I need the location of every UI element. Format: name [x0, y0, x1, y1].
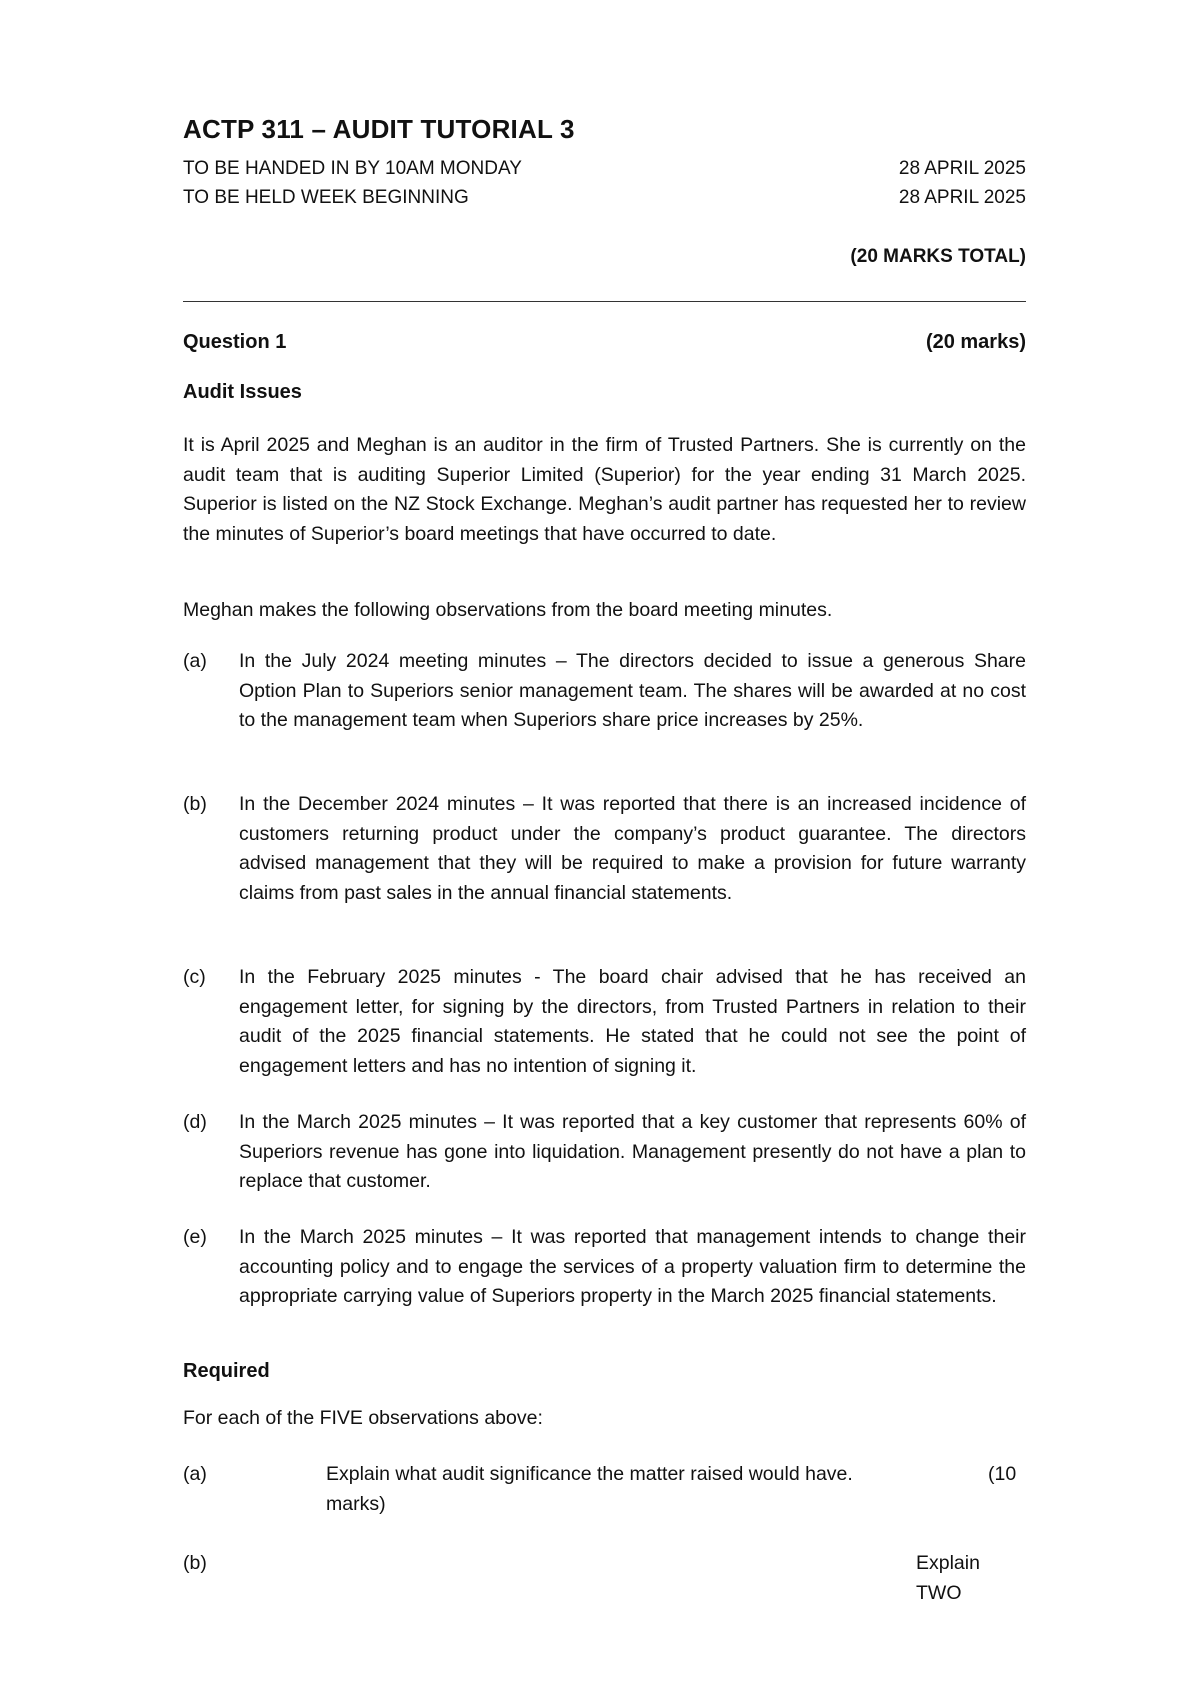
document-title: ACTP 311 – AUDIT TUTORIAL 3 — [183, 114, 575, 144]
observation-e-label: (e) — [183, 1226, 207, 1248]
held-date: 28 APRIL 2025 — [898, 187, 1026, 208]
required-a-text — [326, 1460, 926, 1519]
observation-c-label: (c) — [183, 966, 206, 988]
held-label: TO BE HELD WEEK BEGINNING — [183, 187, 469, 208]
observations-lead-in: Meghan makes the following observations from the board meeting minutes. — [183, 599, 833, 621]
required-b-line1: Explain — [916, 1552, 980, 1574]
audit-issues-heading: Audit Issues — [183, 381, 302, 403]
handed-in-date: 28 APRIL 2025 — [898, 158, 1026, 179]
required-heading: Required — [183, 1360, 270, 1382]
required-b-label: (b) — [183, 1552, 207, 1574]
observation-b-text: In the December 2024 minutes – It was reported that there is an increased incidence of customers returning product under the company’s product guarantee. The directors advised management that they will be required to make a provision for future warranty claims from past sales in the annual financial statements. — [239, 793, 1026, 904]
divider-line — [183, 301, 1026, 302]
required-a-marks: (10 — [988, 1463, 1017, 1485]
total-marks: (20 MARKS TOTAL) — [850, 246, 1026, 267]
handed-in-label: TO BE HANDED IN BY 10AM MONDAY — [183, 158, 522, 179]
observation-a-text: In the July 2024 meeting minutes – The directors decided to issue a generous Share Option Plan to Superiors senior management team. The shares will be awarded at no cost to the management team when Superiors share price increases by 25%. — [239, 650, 1026, 731]
required-b-text — [916, 1549, 1016, 1608]
handed-in-row — [183, 158, 1026, 180]
observation-b-label: (b) — [183, 793, 207, 815]
observation-d-text: In the March 2025 minutes – It was reported that a key customer that represents 60% of Superiors revenue has gone into liquidation. Management presently do not have a plan to replace that customer. — [239, 1111, 1026, 1192]
held-row — [183, 187, 1026, 209]
question-label: Question 1 — [183, 331, 287, 353]
observation-a-label: (a) — [183, 650, 207, 672]
observation-e-text: In the March 2025 minutes – It was reported that management intends to change their accounting policy and to engage the services of a property valuation firm to determine the appropriate carrying value of Superiors property in the March 2025 financial statements. — [239, 1226, 1026, 1307]
required-a-marks-continued: marks) — [326, 1492, 386, 1515]
question-marks: (20 marks) — [925, 331, 1026, 353]
required-b-line2: TWO — [916, 1581, 962, 1604]
question-header — [183, 331, 1026, 354]
observation-d-label: (d) — [183, 1111, 207, 1133]
intro-paragraph: It is April 2025 and Meghan is an auditor in the firm of Trusted Partners. She is currently on the audit team that is auditing Superior Limited (Superior) for the year ending 31 March 2025. Superior is listed on the NZ Stock Exchange. Meghan’s audit partner has requested her to review the minutes of Superior’s board meetings that have occurred to date. — [183, 434, 1026, 545]
observation-c-text: In the February 2025 minutes - The board chair advised that he has received an engagement letter, for signing by the directors, from Trusted Partners in relation to their audit of the 2025 financial statements. He stated that he could not see the point of engagement letters and has no intention of signing it. — [239, 966, 1026, 1077]
required-lead-in: For each of the FIVE observations above: — [183, 1407, 543, 1429]
required-a-label: (a) — [183, 1463, 207, 1485]
total-marks-row — [183, 246, 1026, 268]
required-a-instruction: Explain what audit significance the matter raised would have. — [326, 1463, 853, 1485]
